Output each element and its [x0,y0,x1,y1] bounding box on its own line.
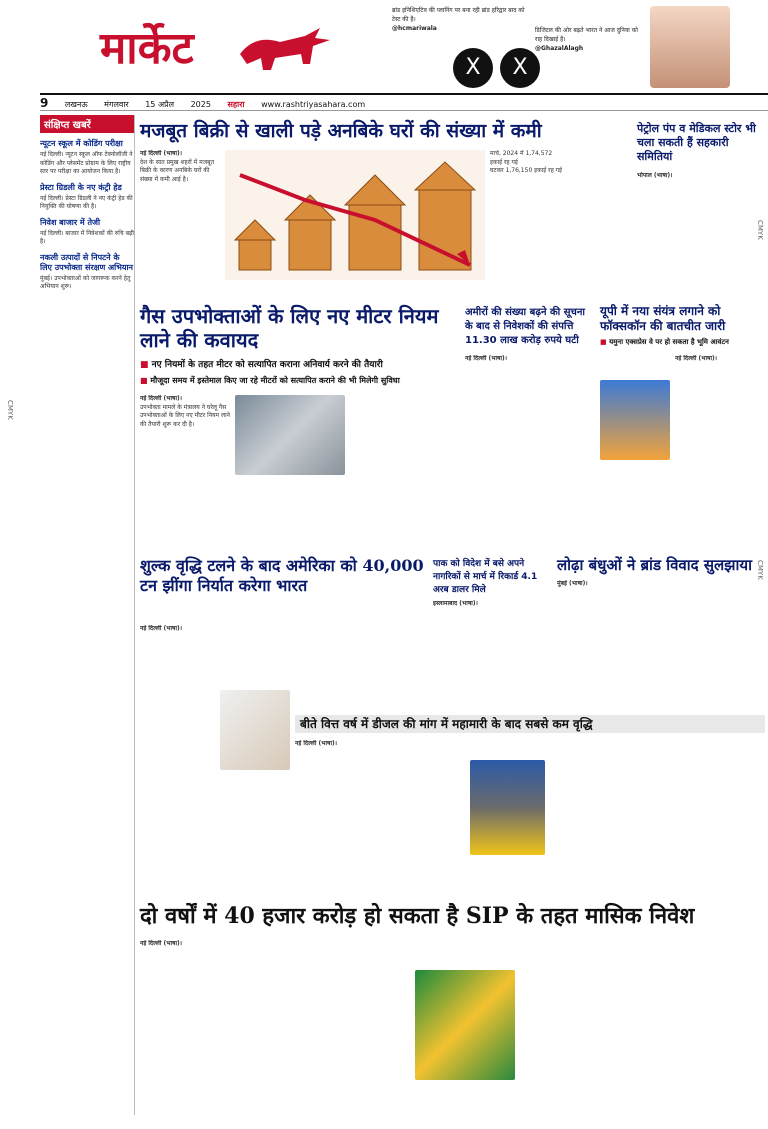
datebar [40,93,768,111]
investors-body [465,355,595,550]
dateline: नई दिल्ली (भाषा)। [140,395,183,402]
brief-news-header: संक्षिप्त खबरें [40,115,134,133]
article-text: देश के सात प्रमुख शहरों में मजबूत बिक्री के कारण अनबिके घरों की संख्या में कमी आई है। [140,158,215,183]
brief-item [40,218,134,247]
city: लखनऊ [64,100,88,109]
brief-title: न्यूटन स्कूल में कोडिंग परीक्षा [40,139,123,148]
site-url[interactable]: www.rashtriyasahara.com [261,100,366,109]
dateline: नई दिल्ली (भाषा)। [140,940,183,947]
page-number: 9 [40,96,49,110]
cmyk-mark: CMYK [6,400,14,420]
date: 15 अप्रैल [145,100,175,109]
quote-text: ब्रांड इनिशिएटिव की प्लानिंग पर बना रही ब्रांड हरिद्वार बाद को टेस्ट की है। [392,7,525,23]
factory-illustration [600,380,670,460]
year: 2025 [190,100,211,109]
day: मंगलवार [104,100,129,109]
brand: सहारा [227,100,245,109]
quote-box-2 [535,26,645,86]
gas-subheading-1: ■ नए नियमों के तहत मीटर को सत्यापित कराना अनिवार्य करने की तैयारी [140,357,460,370]
lead-body [140,150,220,300]
chart-label: मार्च, 2024 में 1,74,572 [490,150,553,157]
diesel-pump-photo [470,760,545,855]
shrimp-headline: शुल्क वृद्धि टलने के बाद अमेरिका को 40,000 टन झींगा निर्यात करेगा भारत [140,556,424,595]
x-logo-icon[interactable]: X [500,48,540,88]
bull-icon [235,24,335,76]
houses-chart-illustration [225,150,485,280]
x-logo-icon[interactable]: X [453,48,493,88]
quote-handle: @hcmariwala [392,25,437,32]
investors-headline: अमीरों की संख्या बढ़ने की सूचना के बाद से निवेशकों की संपत्ति 11.30 लाख करोड़ रुपये घटी [465,307,585,346]
sip-money-illustration [415,970,515,1080]
up-headline: यूपी में नया संयंत्र लगाने को फॉक्सकॉन की बातचीत जारी [600,304,726,333]
diesel-body [295,740,385,890]
dateline: इस्लामाबाद (भाषा)। [433,600,478,607]
sip-body [140,940,220,1040]
brief-body: नई दिल्ली। बाजार में निवेशकों की रुचि बढ़ी है। [40,229,134,245]
gas-body [140,395,230,555]
sip-headline: दो वर्षों में 40 हजार करोड़ हो सकता है SIP के तहत मासिक निवेश [140,903,695,929]
diesel-headline: बीते वित्त वर्ष में डीजल की मांग में महामारी के बाद सबसे कम वृद्धि [300,717,593,731]
cmyk-mark: CMYK [756,560,764,580]
dateline: नई दिल्ली (भाषा)। [675,355,718,362]
dateline: नई दिल्ली (भाषा)। [140,150,183,157]
gas-subheading-2: ■ मौजूदा समय में इस्तेमाल किए जा रहे मीटरों को सत्यापित कराने की भी मिलेगी सुविधा [140,375,460,386]
lodha-body [557,580,762,695]
dateline: मुंबई (भाषा)। [557,580,588,587]
quote-text: डिजिटल की ओर बढ़ते भारत ने आज दुनिया को राह दिखाई है। [535,27,638,43]
author-photo [650,6,730,88]
lodha-headline: लोढ़ा बंधुओं ने ब्रांड विवाद सुलझाया [557,556,752,574]
coop-headline: पेट्रोल पंप व मेडिकल स्टोर भी चला सकती हैं सहकारी समितियां [637,122,756,163]
cmyk-mark: CMYK [756,220,764,240]
chart-label: घटकर 1,76,150 इकाई रह गई [490,167,562,174]
masthead [0,0,768,93]
quote-handle: @GhazalAlagh [535,45,584,52]
brief-news-column [40,115,135,1115]
brief-item [40,139,134,177]
lead-headline: मजबूत बिक्री से खाली पड़े अनबिके घरों की संख्या में कमी [140,120,542,142]
chart-label: इकाई रह गई [490,158,518,166]
shrimp-body [140,625,220,725]
brief-item [40,253,134,292]
pakistan-headline: पाक को विदेश में बसे अपने नागरिकों से मार्च में रिकार्ड 4.1 अरब डालर मिले [433,559,538,595]
up-subheading: ■ यमुना एक्सप्रेस वे पर हो सकता है भूमि आवंटन [600,338,760,347]
brief-title: नकली उत्पादों से निपटने के लिए उपभोक्ता संरक्षण अभियान [40,252,133,272]
dateline: नई दिल्ली (भाषा)। [295,740,338,747]
dateline: भोपाल (भाषा)। [637,172,673,179]
gas-headline: गैस उपभोक्ताओं के लिए नए मीटर नियम लाने की कवायद [140,304,439,352]
dateline: नई दिल्ली (भाषा)। [140,625,183,632]
brief-title: प्रेस्टा ग्रिडली के नए कंट्री हेड [40,182,122,192]
coop-body [637,172,757,292]
brief-item [40,183,134,212]
up-body [675,355,765,555]
section-title: मार्केट [100,23,194,74]
gas-meter-photo [235,395,345,475]
brief-body: मुंबई। उपभोक्ताओं को जागरूक करने हेतु अभियान शुरू। [40,274,131,290]
brief-body: नई दिल्ली। न्यूटन स्कूल ऑफ टेक्नोलॉजी ने कोडिंग और प्लेसमेंट प्रोग्राम के लिए राष्ट्रीय स्तर पर परीक्षा का आयोजन किया है। [40,151,133,175]
shrimp-photo [220,690,290,770]
dateline: नई दिल्ली (भाषा)। [465,355,508,362]
pakistan-body [433,600,553,700]
brief-title: निवेश बाजार में तेजी [40,217,101,227]
lead-body-continued [490,150,615,300]
article-text: उपभोक्ता मामले के मंत्रालय ने घरेलू गैस उपभोक्ताओं के लिए नए मीटर नियम लाने की तैयारी शुरू कर दी है। [140,403,230,428]
brief-body: नई दिल्ली। प्रेस्टा ग्रिडली ने नए कंट्री हेड की नियुक्ति की घोषणा की है। [40,194,133,210]
